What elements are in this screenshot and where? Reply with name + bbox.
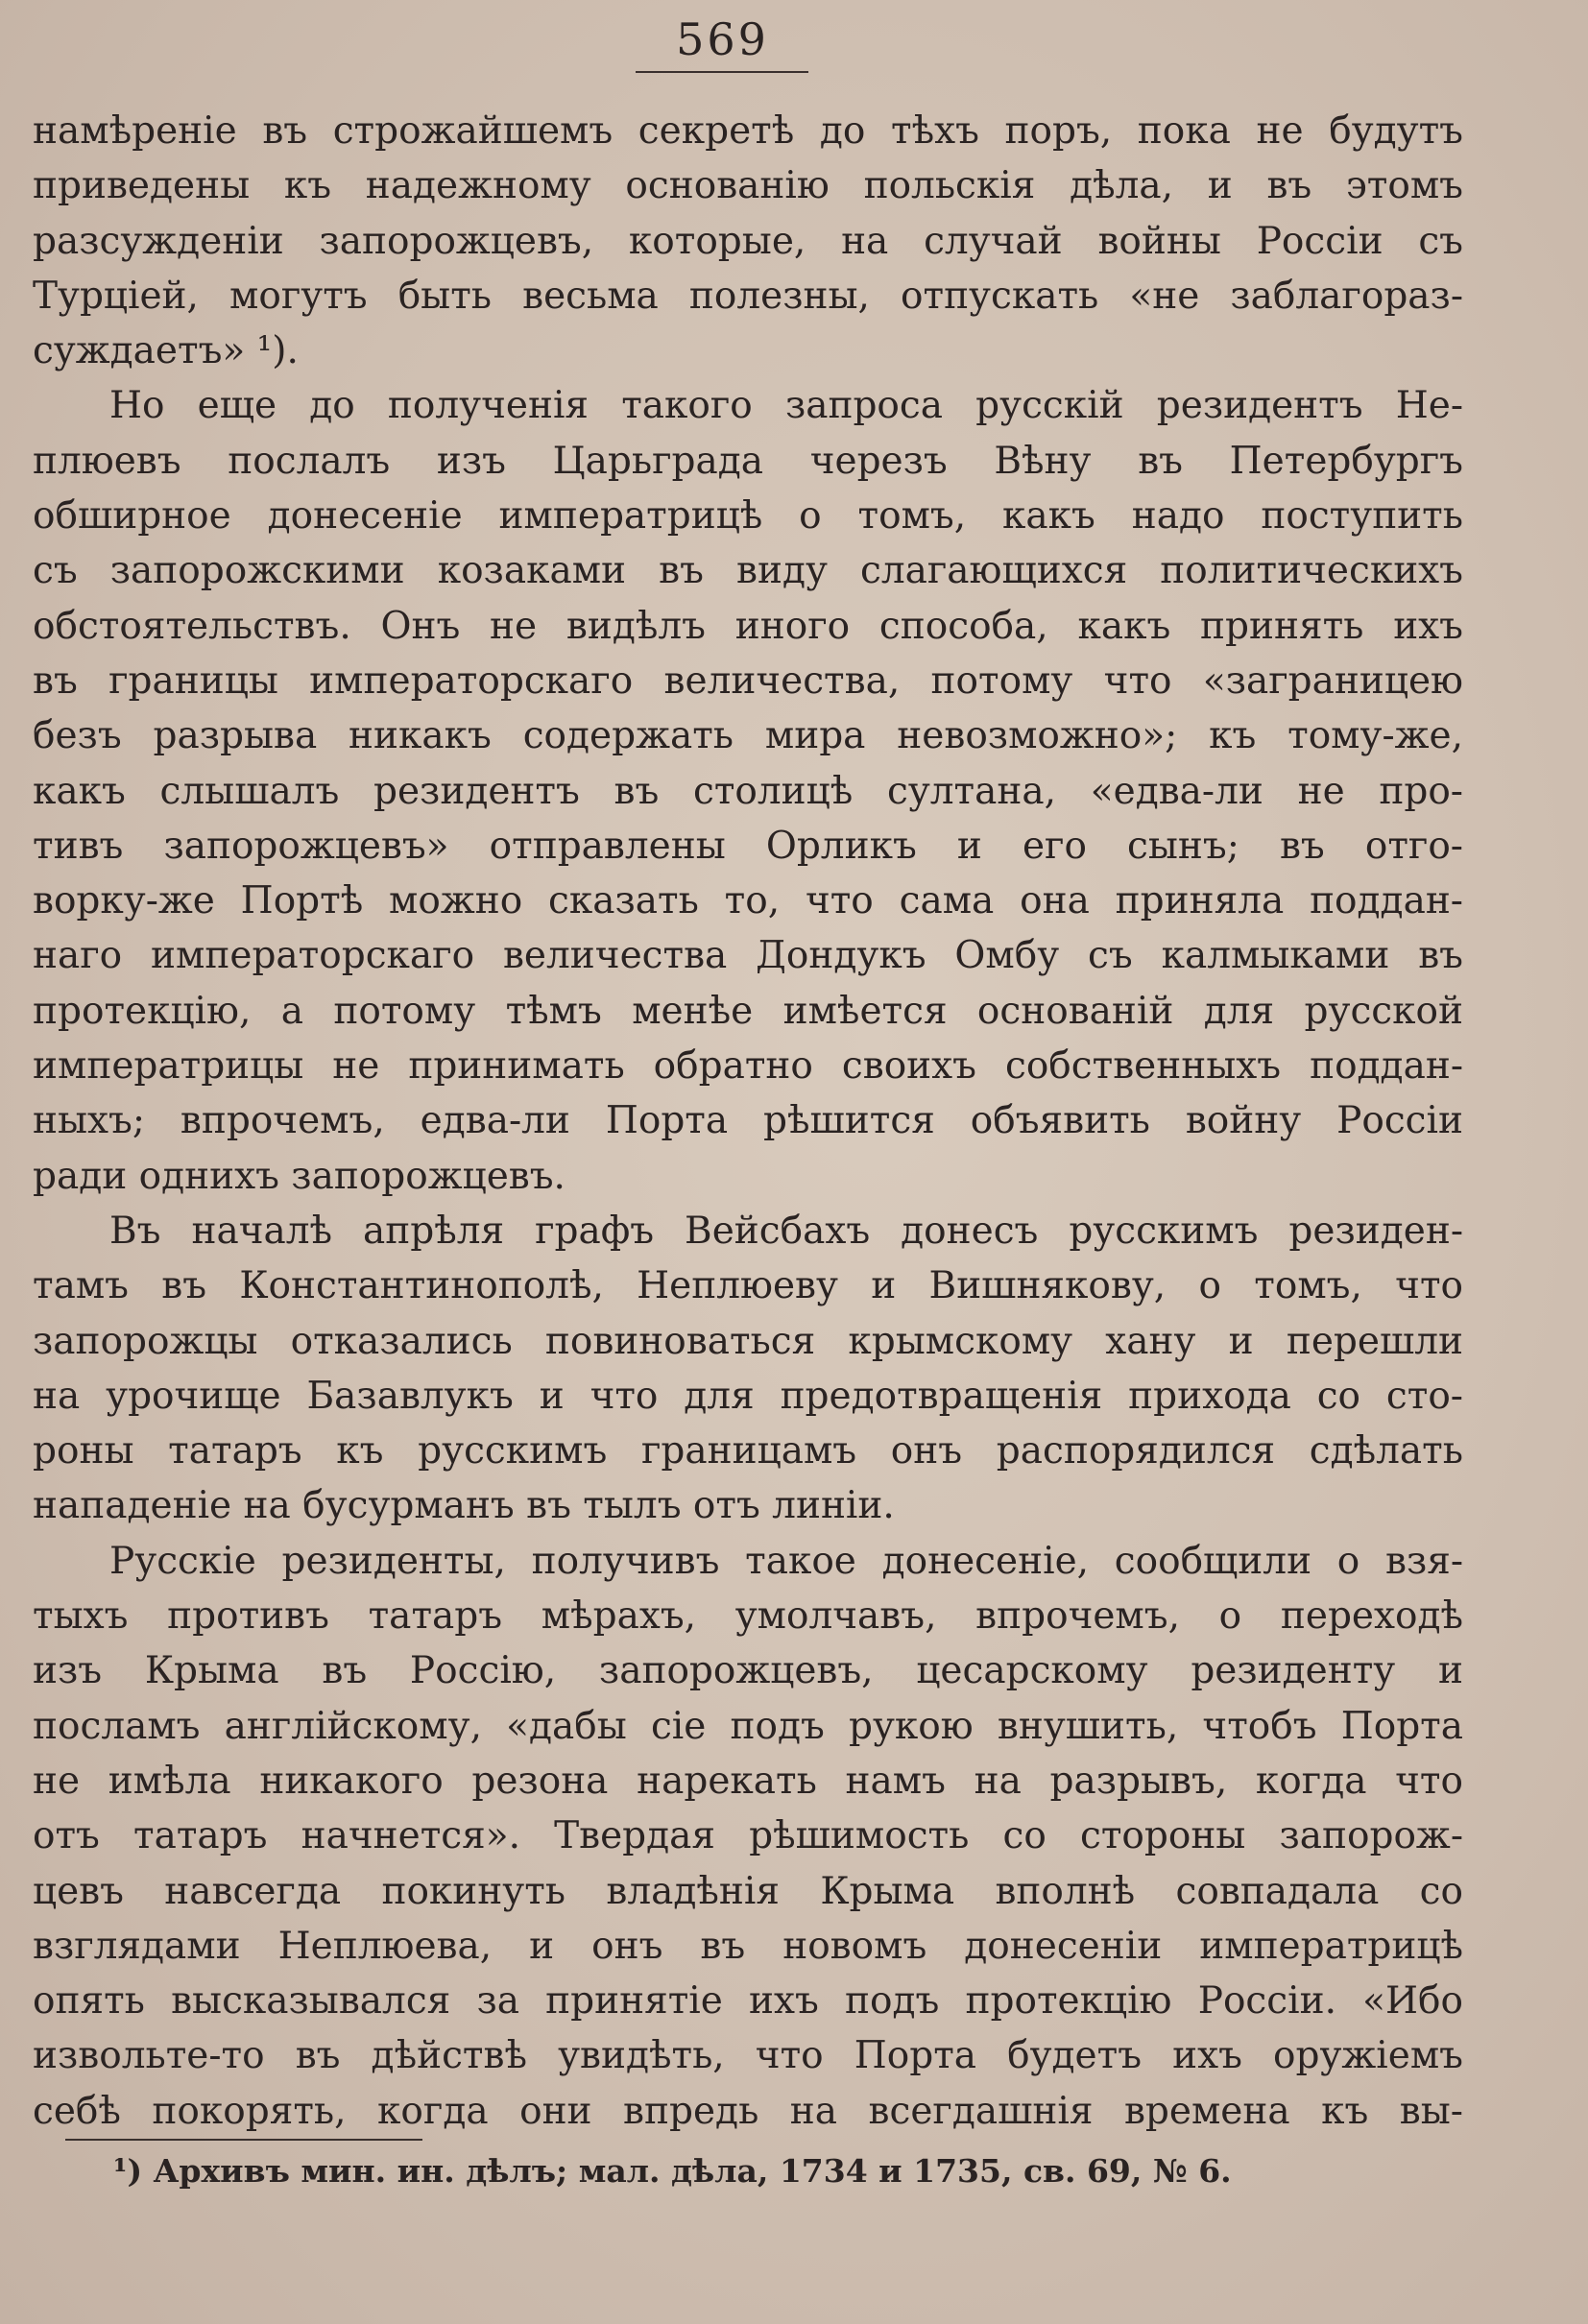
text-line: посламъ англійскому, «дабы сіе подъ рукою внушить, чтобъ Порта	[33, 1704, 1463, 1748]
text-line: извольте-то въ дѣйствѣ увидѣть, что Порта будетъ ихъ оружіемъ	[33, 2034, 1463, 2078]
footnote-rule	[65, 2139, 422, 2141]
text-line: разсужденіи запорожцевъ, которые, на случай войны Россіи съ	[33, 219, 1463, 263]
text-line: ворку-же Портѣ можно сказать то, что сама она приняла поддан-	[33, 879, 1463, 923]
body-text	[33, 104, 1463, 2139]
text-line: опять высказывался за принятіе ихъ подъ протекцію Россіи. «Ибо	[33, 1979, 1463, 2024]
text-line: ныхъ; впрочемъ, едва-ли Порта рѣшится объявить войну Россіи	[33, 1099, 1463, 1143]
text-line: на урочище Базавлукъ и что для предотвращенія прихода со сто-	[33, 1374, 1463, 1418]
text-line: императрицы не принимать обратно своихъ собственныхъ поддан-	[33, 1044, 1463, 1089]
text-line: Но еще до полученія такого запроса русскій резидентъ Не-	[109, 384, 1463, 428]
header-rule	[636, 71, 808, 73]
text-line: отъ татаръ начнется». Твердая рѣшимость со стороны запорож-	[33, 1814, 1463, 1858]
text-line: какъ слышалъ резидентъ въ столицѣ султана, «едва-ли не про-	[33, 769, 1463, 813]
text-line: изъ Крыма въ Россію, запорожцевъ, цесарскому резиденту и	[33, 1649, 1463, 1693]
page-number: 569	[676, 13, 769, 65]
text-line: взглядами Неплюева, и онъ въ новомъ донесеніи императрицѣ	[33, 1924, 1463, 1968]
text-line: намѣреніе въ строжайшемъ секретѣ до тѣхъ поръ, пока не будутъ	[33, 109, 1463, 153]
text-line: плюевъ послалъ изъ Царьграда черезъ Вѣну въ Петербургъ	[33, 439, 1463, 483]
text-line: тамъ въ Константинополѣ, Неплюеву и Вишнякову, о томъ, что	[33, 1264, 1463, 1308]
text-line: обширное донесеніе императрицѣ о томъ, какъ надо поступить	[33, 494, 1463, 539]
footnote: ¹) Архивъ мин. ин. дѣлъ; мал. дѣла, 1734 и 1735, св. 69, № 6.	[113, 2152, 1232, 2190]
text-line: въ границы императорскаго величества, потому что «заграницею	[33, 659, 1463, 703]
text-line: обстоятельствъ. Онъ не видѣлъ иного способа, какъ принять ихъ	[33, 604, 1463, 648]
text-line: роны татаръ къ русскимъ границамъ онъ распорядился сдѣлать	[33, 1429, 1463, 1473]
text-line: ради однихъ запорожцевъ.	[33, 1154, 565, 1198]
text-line: Русскіе резиденты, получивъ такое донесеніе, сообщили о взя-	[109, 1539, 1463, 1583]
text-line: запорожцы отказались повиноваться крымскому хану и перешли	[33, 1319, 1463, 1363]
text-line: наго императорскаго величества Дондукъ Омбу съ калмыками въ	[33, 934, 1463, 978]
text-line: цевъ навсегда покинуть владѣнія Крыма вполнѣ совпадала со	[33, 1869, 1463, 1913]
text-line: суждаетъ» ¹).	[33, 329, 299, 373]
text-line: нападеніе на бусурманъ въ тылъ отъ линіи.	[33, 1484, 895, 1528]
text-line: съ запорожскими козаками въ виду слагающихся политическихъ	[33, 549, 1463, 593]
text-line: безъ разрыва никакъ содержать мира невозможно»; къ тому-же,	[33, 714, 1463, 758]
text-line: протекцію, а потому тѣмъ менѣе имѣется основаній для русской	[33, 989, 1463, 1033]
text-line: Въ началѣ апрѣля графъ Вейсбахъ донесъ русскимъ резиден-	[109, 1209, 1463, 1253]
text-line: тивъ запорожцевъ» отправлены Орликъ и его сынъ; въ отго-	[33, 824, 1463, 868]
text-line: приведены къ надежному основанію польскія дѣла, и въ этомъ	[33, 164, 1463, 208]
text-line: Турціей, могутъ быть весьма полезны, отпускать «не заблагораз-	[33, 274, 1463, 318]
text-line: себѣ покорять, когда они впредь на всегдашнія времена къ вы-	[33, 2089, 1463, 2133]
text-line: тыхъ противъ татаръ мѣрахъ, умолчавъ, впрочемъ, о переходѣ	[33, 1594, 1463, 1639]
text-line: не имѣла никакого резона нарекать намъ на разрывъ, когда что	[33, 1759, 1463, 1803]
